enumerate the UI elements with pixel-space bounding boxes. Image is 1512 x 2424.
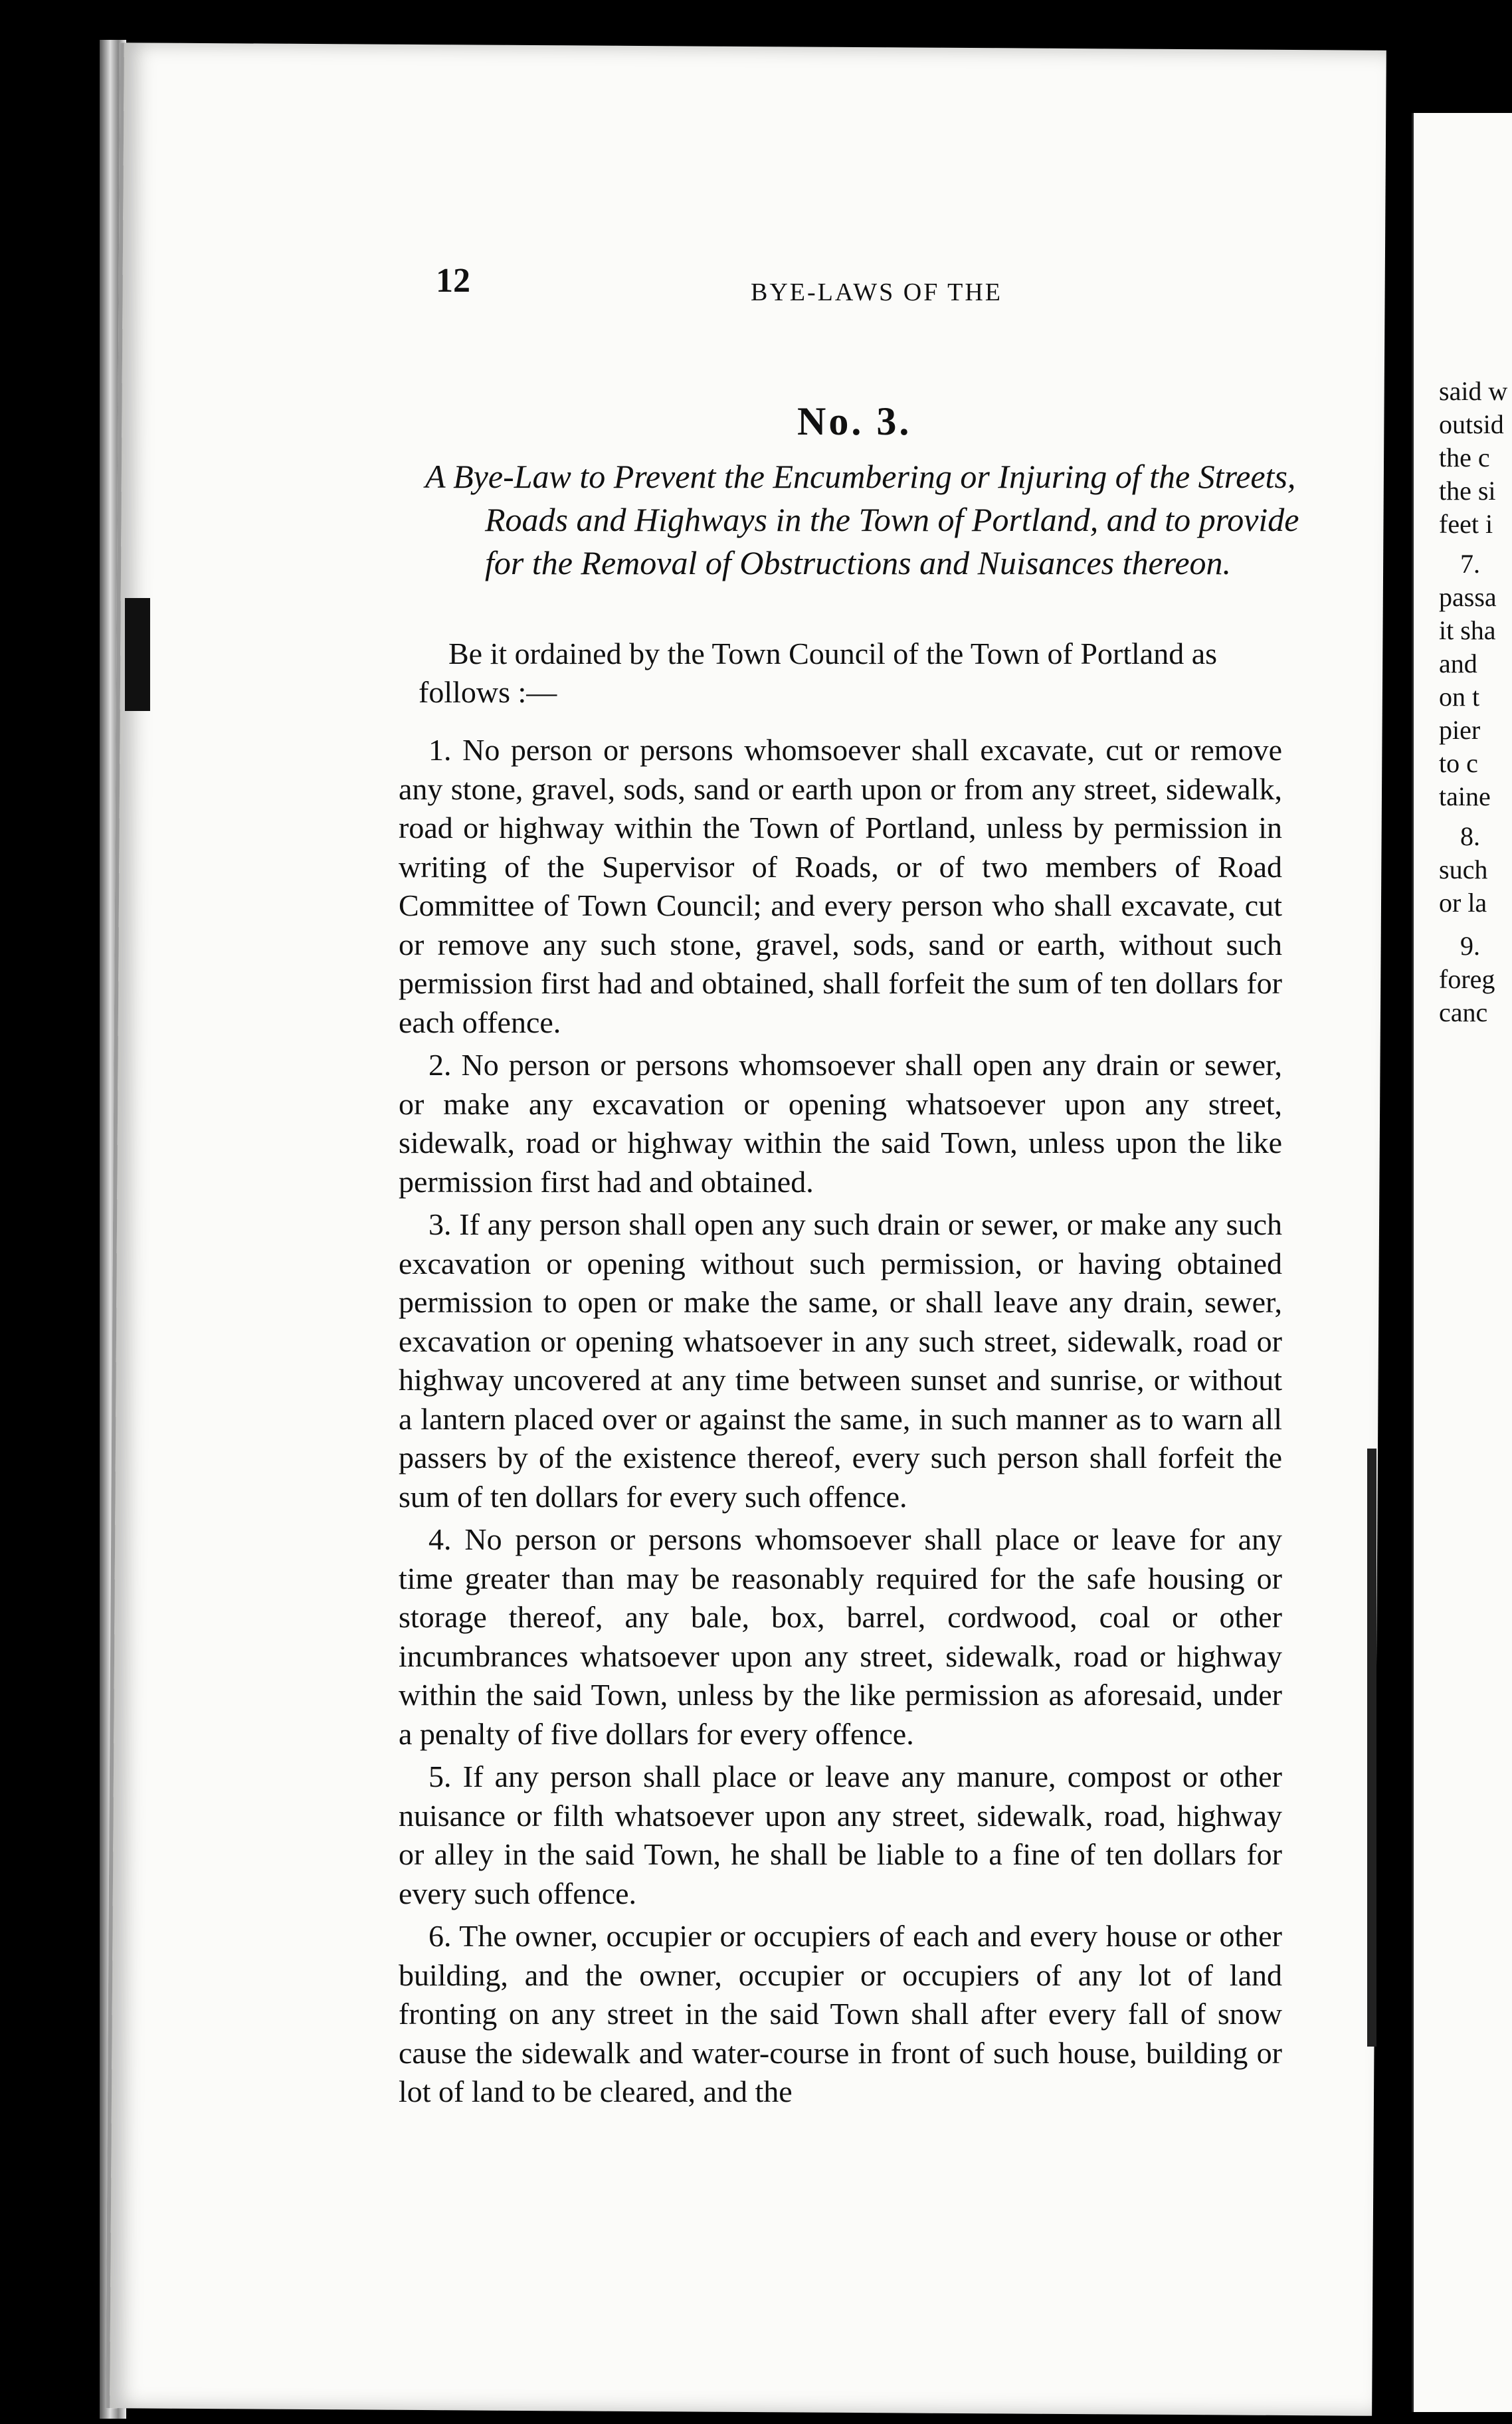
adjacent-line: 9. [1460, 931, 1480, 961]
running-head: BYE-LAWS OF THE [751, 278, 1003, 306]
adjacent-page [1412, 113, 1512, 2412]
adjacent-line: outsid [1439, 409, 1504, 439]
adjacent-line: feet i [1439, 509, 1493, 539]
adjacent-line: foreg [1439, 964, 1495, 994]
bylaw-number: No. 3. [797, 399, 912, 443]
section-5: 5. If any person shall place or leave any manure, compost or other nuisance or filth whatsoever upon any street, sidewalk, road, highway or alley in the said Town, he shall be liable to a fine of ten dollars for every such offence. [399, 1760, 1282, 1910]
enacting-clause: Be it ordained by the Town Council of the Town of Portland as follows :— [419, 637, 1218, 709]
page-number: 12 [436, 262, 470, 300]
page-gutter-shadow [1367, 1449, 1376, 2047]
bylaw-sections [399, 731, 1282, 2116]
section-1: 1. No person or persons whomsoever shall excavate, cut or remove any stone, gravel, sods, sand or earth upon or from any street, sidewalk, road or highway within the Town of Portland, unless by permission in writing of the Supervisor of Roads, or of two members of Road Committee of Town Council; and every person who shall excavate, cut or remove any such stone, gravel, sods, sand or earth, without such permission first had and obtained, shall forfeit the sum of ten dollars for each offence. [399, 733, 1282, 1039]
adjacent-line: the si [1439, 476, 1496, 506]
section-2: 2. No person or persons whomsoever shall open any drain or sewer, or make any excavation or opening whatsoever upon any street, sidewalk, road or highway within the said Town, unless upon the like permission first had and obtained. [399, 1048, 1282, 1199]
adjacent-line: passa [1439, 582, 1497, 612]
adjacent-line: such [1439, 855, 1488, 884]
section-3: 3. If any person shall open any such drain or sewer, or make any such excavation or opening without such permission, or having obtained permission to open or make the same, or shall leave any drain, sewer, excavation or opening whatsoever in any such street, sidewalk, road or highway uncovered at any time between sunset and sunrise, or without a lantern placed over or against the same, in such manner as to warn all passers by of the existence thereof, every such person shall forfeit the sum of ten dollars for every such offence. [399, 1207, 1282, 1514]
adjacent-line: taine [1439, 781, 1491, 811]
adjacent-line: pier [1439, 715, 1481, 745]
bylaw-title: A Bye-Law to Prevent the Encumbering or Injuring of the Streets, Roads and Highways in the Town of Portland, and to provide for the Removal of Obstructions and Nuisances thereon. [425, 458, 1299, 581]
binding-mark [125, 598, 150, 711]
adjacent-line: said w [1439, 376, 1508, 406]
adjacent-line: on t [1439, 682, 1480, 712]
section-4: 4. No person or persons whomsoever shall place or leave for any time greater than may be reasonably required for the safe housing or storage thereof, any bale, box, barrel, cordwood, coal or other incumbrances whatsoever upon any street, sidewalk, road or highway within the said Town, unless by the like permission as aforesaid, under a penalty of five dollars for every offence. [399, 1522, 1282, 1751]
adjacent-line: to c [1439, 748, 1478, 778]
adjacent-line: or la [1439, 888, 1487, 918]
adjacent-line: and [1439, 649, 1477, 678]
adjacent-line: 8. [1460, 821, 1480, 851]
section-6: 6. The owner, occupier or occupiers of each and every house or other building, and the owner, occupier or occupiers of any lot of land fronting on any street in the said Town shall after every fall of snow cause the sidewalk and water-course in front of such house, building or lot of land to be cleared, and the [399, 1919, 1282, 2108]
adjacent-line: the c [1439, 443, 1490, 472]
adjacent-line: 7. [1460, 549, 1480, 579]
adjacent-line: it sha [1439, 615, 1496, 645]
adjacent-line: canc [1439, 997, 1488, 1027]
